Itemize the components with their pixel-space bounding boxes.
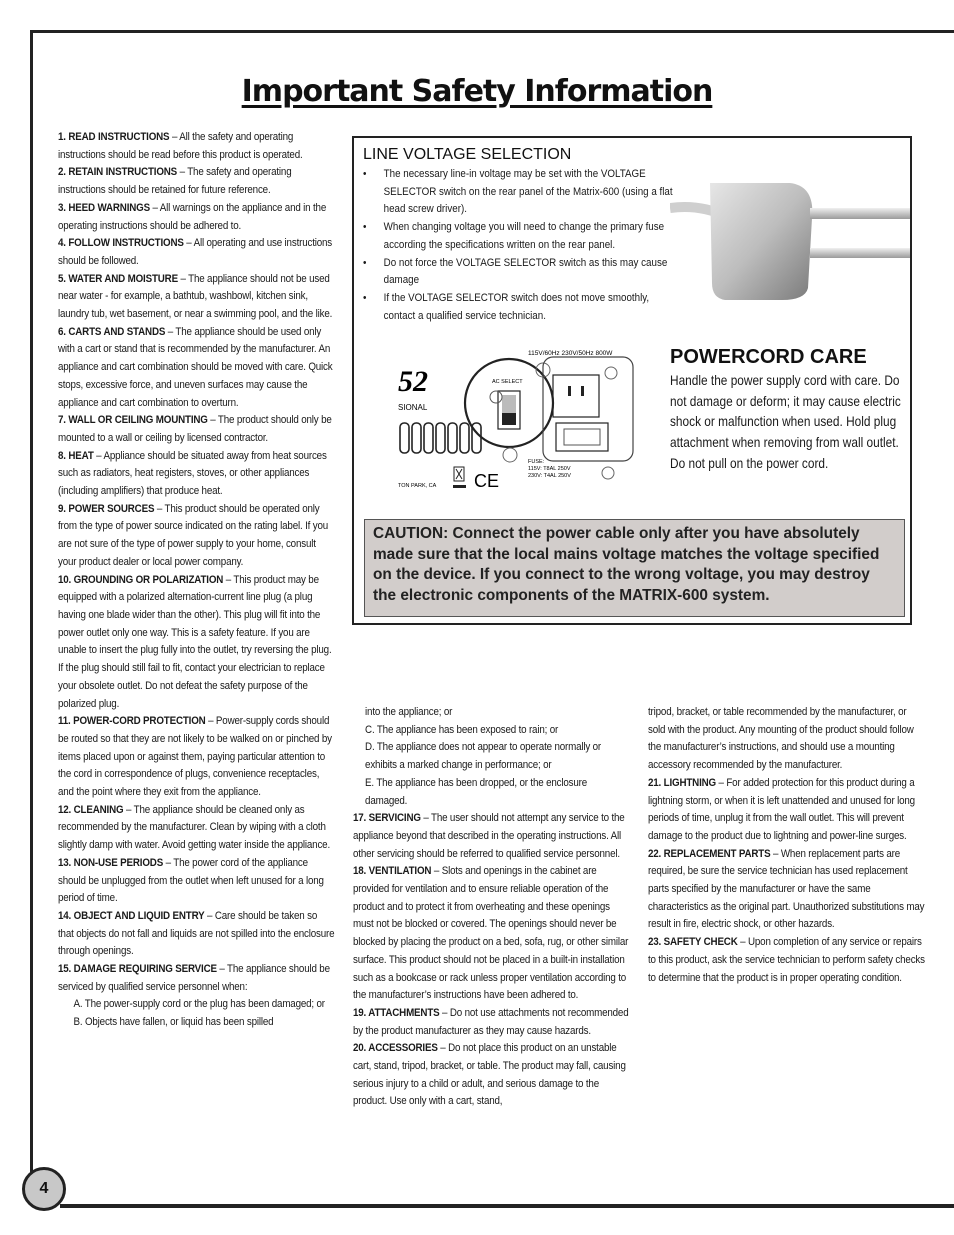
safety-item-text: – The product should only be mounted to a wall or ceiling by licensed contractor.: [58, 414, 332, 444]
safety-item: [58, 908, 335, 961]
safety-item-heading: 10. GROUNDING OR POLARIZATION: [58, 573, 224, 586]
page-frame-bottom: [60, 1204, 954, 1208]
safety-item: [353, 810, 630, 863]
safety-item-heading: 21. LIGHTNING: [648, 776, 716, 789]
safety-item-heading: 15. DAMAGE REQUIRING SERVICE: [58, 963, 217, 976]
rear-panel-image: [398, 343, 638, 498]
safety-item-text: – Upon completion of any service or repairs to this product, ask the service technician to perform safety checks to determine that the product is in proper operating condition.: [648, 936, 925, 984]
line-voltage-item: • The necessary line-in voltage may be set with the VOLTAGE SELECTOR switch on the rear panel of the Matrix-600 (using a flat head screw driver).: [363, 166, 673, 219]
voltage-info-box: [352, 136, 912, 625]
safety-item-heading: 2. RETAIN INSTRUCTIONS: [58, 166, 178, 179]
safety-item-text: – This product should be operated only from the type of power source indicated on the rating label. If you are not sure of the type of power supply to your home, consult your product dealer or local power company.: [58, 502, 329, 568]
safety-item-heading: 13. NON-USE PERIODS: [58, 856, 164, 869]
sub-item-b: B. Objects have fallen, or liquid has been spilled: [73, 1016, 274, 1029]
line-voltage-item: • Do not force the VOLTAGE SELECTOR switch as this may cause damage: [363, 255, 673, 290]
panel-rating-text: 115V/60Hz 230V/50Hz 800W: [528, 350, 613, 357]
page-frame-left: [30, 30, 33, 1180]
panel-location: TON PARK, CA: [398, 483, 437, 489]
safety-item-heading: 22. REPLACEMENT PARTS: [648, 847, 771, 860]
safety-item-heading: 19. ATTACHMENTS: [353, 1006, 440, 1019]
safety-item-text: – For added protection for this product during a lightning storm, or when it is left unattended and unused for long periods of time, unplug it from the wall outlet. This will prevent damage to the product due to lightning and power-line surges.: [648, 776, 915, 842]
safety-item-text: – The appliance should not be used near water - for example, a bathtub, washbowl, kitchen sink, laundry tub, wet basement, or near a swimming pool, and the like.: [58, 272, 333, 321]
safety-item: [58, 164, 335, 199]
fuse-115v: 115V: T8AL 250V: [528, 466, 571, 472]
safety-item: [58, 448, 335, 501]
line-voltage-item: • If the VOLTAGE SELECTOR switch does not move smoothly, contact a qualified service technician.: [363, 290, 673, 325]
sub-item-c: C. The appliance has been exposed to rain; or: [365, 723, 559, 736]
safety-item: [353, 1040, 630, 1111]
safety-item-text: – Do not place this product on an unstable cart, stand, tripod, bracket, or table. The product may fall, causing serious injury to a child or adult, and serious damage to the product. Use only with a cart, stand,: [353, 1042, 626, 1108]
page-title: Important Safety Information: [241, 74, 713, 109]
safety-item: [353, 863, 630, 1005]
safety-item-heading: 18. VENTILATION: [353, 865, 432, 878]
safety-item-heading: 7. WALL OR CEILING MOUNTING: [58, 414, 208, 427]
safety-items-col2: [353, 810, 630, 1111]
safety-item: [58, 129, 335, 164]
safety-item: [58, 713, 335, 802]
safety-item-heading: 5. WATER AND MOISTURE: [58, 272, 178, 285]
powercord-text: Handle the power supply cord with care. Do not damage or deform; it may cause electric shock or malfunction when used. Hold plug attachment when removing from wall outlet. Do not pull on the power cord.: [670, 373, 901, 471]
safety-item-text: – Slots and openings in the cabinet are provided for ventilation and to ensure reliable operation of the product and to protect it from overheating and these openings must not be blocked or covered. The openings should never be blocked by placing the product on a bed, sofa, rug, or other similar surface. This product should not be placed in a built-in installation such as a bookcase or rack unless proper ventilation according to the manufacturer’s instructions have been adhered to.: [353, 865, 629, 1002]
fuse-label: FUSE:: [528, 459, 545, 465]
safety-items-col3: [648, 775, 925, 987]
sub-item-b-cont: into the appliance; or: [365, 706, 453, 718]
safety-items-col1: [58, 129, 335, 996]
sub-item-a: A. The power-supply cord or the plug has been damaged; or: [73, 998, 325, 1011]
panel-badge-subtext: SIONAL: [398, 403, 428, 412]
page-frame-top: [30, 30, 954, 33]
safety-item-text: – The appliance should be used only with a cart or stand that is recommended by the manufacturer. An appliance and cart combination should be moved with care. Quick stops, excessive force, and uneven surfaces may cause the appliance and cart combination to overturn.: [58, 325, 333, 409]
safety-item: [58, 200, 335, 235]
safety-item: [648, 775, 925, 846]
safety-item-heading: 11. POWER-CORD PROTECTION: [58, 715, 206, 728]
safety-column-1: [58, 129, 335, 1032]
sub-item-e: E. The appliance has been dropped, or the enclosure damaged.: [365, 776, 588, 807]
safety-item: [58, 802, 335, 855]
safety-item-text: – The appliance should be serviced by qualified service personnel when:: [58, 963, 330, 993]
safety-item: [58, 501, 335, 572]
safety-item-text: – Appliance should be situated away from heat sources such as radiators, heat registers, stoves, or other appliances (including amplifiers) that produce heat.: [58, 449, 327, 498]
safety-item: [648, 846, 925, 935]
line-voltage-list: [363, 166, 673, 325]
safety-item-text: – Care should be taken so that objects do not fall and liquids are not spilled into the enclosure through openings.: [58, 909, 335, 958]
safety-item-text: – This product may be equipped with a polarized alternation-current line plug (a plug having one blade wider than the other). This plug will fit into the power outlet only one way. This is a safety feature. If you are unable to insert the plug fully into the outlet, try reversing the plug. If the plug should still fail to fit, contact your electrician to replace your obsolete outlet. Do not defeat the safety purpose of the polarized plug.: [58, 573, 332, 710]
line-voltage-item: • When changing voltage you will need to change the primary fuse according the specifications written on the rear panel.: [363, 219, 673, 254]
line-voltage-title: LINE VOLTAGE SELECTION: [363, 146, 572, 163]
powercord-title: POWERCORD CARE: [670, 346, 867, 368]
safety-item-heading: 12. CLEANING: [58, 803, 124, 816]
safety-item-heading: 6. CARTS AND STANDS: [58, 325, 166, 338]
fuse-230v: 230V: T4AL 250V: [528, 473, 571, 479]
sub-item-d: D. The appliance does not appear to operate normally or exhibits a marked change in performance; or: [365, 741, 602, 772]
safety-column-2: [353, 704, 630, 1111]
ac-select-label: AC SELECT: [492, 379, 523, 385]
panel-badge-number: 52: [398, 365, 428, 398]
safety-item: [58, 855, 335, 908]
safety-item-text: – The power cord of the appliance should be unplugged from the outlet when left unused for a long period of time.: [58, 856, 324, 905]
safety-item-heading: 20. ACCESSORIES: [353, 1042, 438, 1055]
safety-item-heading: 4. FOLLOW INSTRUCTIONS: [58, 237, 184, 250]
safety-item-text: – The safety and operating instructions should be retained for future reference.: [58, 166, 292, 197]
safety-item-text: – Power-supply cords should be routed so that they are not likely to be walked on or pinched by items placed upon or against them, paying particular attention to the cord in correspondence of plugs, convenience receptacles, and the point where they exit from the appliance.: [58, 715, 332, 799]
safety-item-text: – The user should not attempt any service to the appliance beyond that described in the operating instructions. All other servicing should be referred to qualified service personnel.: [353, 812, 625, 860]
safety-item-heading: 23. SAFETY CHECK: [648, 936, 738, 949]
accessories-continued: tripod, bracket, or table recommended by the manufacturer, or sold with the product. Any mounting of the product should follow the manufacturer’s instructions, and should use a mounting accessory recommended by the manufacturer.: [648, 706, 914, 772]
safety-item-heading: 9. POWER SOURCES: [58, 502, 155, 515]
safety-item-text: – When replacement parts are required, be sure the service technician has used replacement parts specified by the manufacturer or have the same characteristics as the original part. Unauthorized substitutions may result in fire, electric shock, or other hazards.: [648, 847, 925, 931]
safety-item: [353, 1005, 630, 1040]
safety-item-text: – All the safety and operating instructions should be read before this product is operated.: [58, 131, 303, 161]
safety-item-heading: 14. OBJECT AND LIQUID ENTRY: [58, 909, 205, 922]
safety-item-heading: 17. SERVICING: [353, 812, 421, 825]
safety-item: [58, 572, 335, 714]
safety-item: [58, 961, 335, 996]
safety-column-3: [648, 704, 925, 987]
safety-item-text: – All operating and use instructions should be followed.: [58, 237, 333, 267]
ce-mark: CE: [474, 471, 500, 491]
safety-item-text: – Do not use attachments not recommended by the product manufacturer as they may cause hazards.: [353, 1006, 629, 1037]
safety-item-heading: 1. READ INSTRUCTIONS: [58, 131, 170, 143]
power-plug-image: [670, 178, 910, 303]
safety-item: [58, 412, 335, 447]
page-number: 4: [22, 1167, 66, 1211]
safety-item: [58, 324, 335, 413]
safety-item-heading: 8. HEAT: [58, 449, 94, 462]
safety-item: [58, 235, 335, 270]
safety-item-text: – The appliance should be cleaned only as recommended by the manufacturer. Clean by wiping with a cloth slightly damp with water. Avoid getting water inside the appliance.: [58, 803, 331, 852]
caution-notice: CAUTION: Connect the power cable only after you have absolutely made sure that the local mains voltage matches the voltage specified on the device. If you connect to the wrong voltage, you may destroy the electronic components of the MATRIX-600 system.: [364, 519, 905, 617]
safety-item: [58, 271, 335, 324]
safety-item-heading: 3. HEED WARNINGS: [58, 201, 150, 214]
safety-item: [648, 934, 925, 987]
safety-item-text: – All warnings on the appliance and in the operating instructions should be adhered to.: [58, 201, 327, 232]
